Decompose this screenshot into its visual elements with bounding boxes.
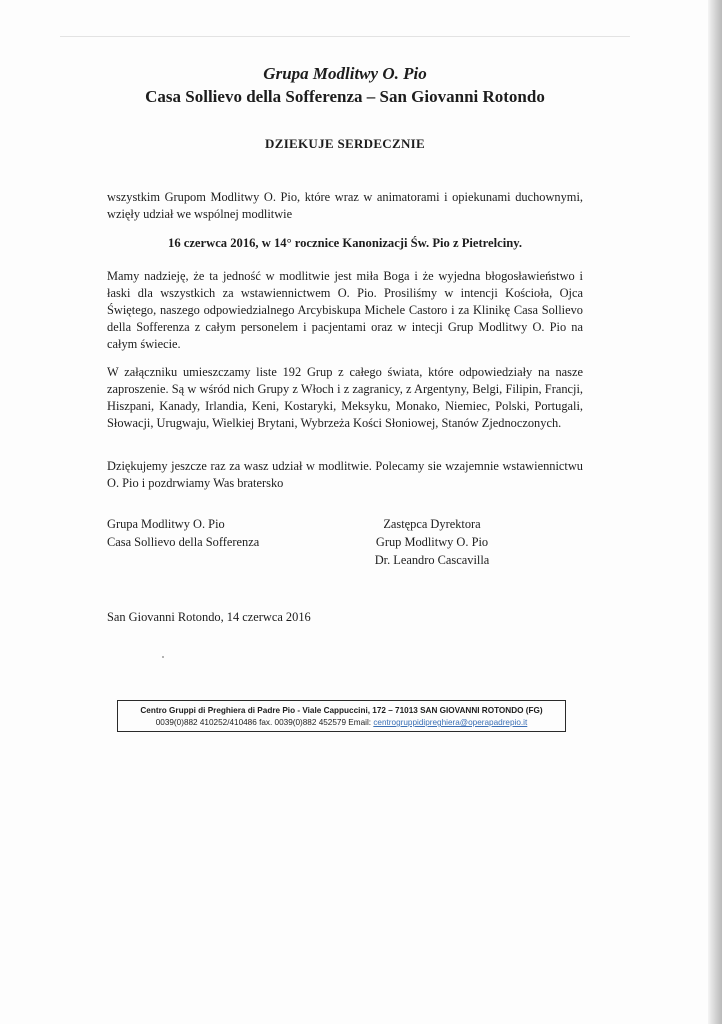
signature-right-group: Grup Modlitwy O. Pio (375, 535, 489, 549)
signature-left-line2: Casa Sollievo della Sofferenza (107, 535, 260, 549)
closing-paragraph: Dziękujemy jeszcze raz za wasz udział w modlitwie. Polecamy sie wzajemnie wstawiennictwu O. Pio i pozdrwiamy Was bratersko (107, 459, 583, 490)
scan-page-edge (708, 0, 722, 1024)
top-divider (60, 36, 630, 37)
signature-right-name: Dr. Leandro Cascavilla (374, 553, 490, 567)
footer-email-link[interactable]: centrogruppidipreghiera@operapadrepio.it (373, 718, 528, 727)
attachment-paragraph: W załączniku umieszczamy liste 192 Grup z całego świata, które odpowiedziały na nasze zaproszenie. Są w wśród nich Grupy z Włoch i z zagranicy, z Argentyny, Belgi, Filipin, Francji, Hiszpani, Kanady, Irlandia, Keni, Kostaryki, Meksyku, Monako, Niemiec, Polski, Portugali, Słowacji, Urugwaju, Wielkiej Brytani, Wybrzeża Kości Słoniowej, Stanów Zjednoczonych. (107, 365, 583, 430)
footer-phones (118, 717, 565, 729)
footer-contact-box (117, 700, 566, 732)
group-title: Grupa Modlitwy O. Pio (263, 64, 427, 83)
institution-title: Casa Sollievo della Sofferenza – San Giovanni Rotondo (145, 87, 545, 106)
signature-right (368, 515, 496, 569)
signature-right-title: Zastępca Dyrektora (383, 517, 481, 531)
place-date: San Giovanni Rotondo, 14 czerwca 2016 (107, 610, 311, 624)
thanks-heading: DZIEKUJE SERDECZNIE (265, 136, 425, 151)
signature-left (107, 515, 259, 551)
event-date-line: 16 czerwca 2016, w 14° rocznice Kanonizacji Św. Pio z Pietrelciny. (168, 236, 522, 250)
paper-speck (162, 656, 164, 658)
intro-paragraph: wszystkim Grupom Modlitwy O. Pio, które wraz w animatorami i opiekunami duchownymi, wzięły udział we wspólnej modlitwie (107, 190, 583, 221)
signature-left-line1: Grupa Modlitwy O. Pio (107, 517, 225, 531)
footer-phone-fax: 0039(0)882 410252/410486 fax. 0039(0)882 452579 Email: (155, 718, 374, 727)
hope-paragraph: Mamy nadzieję, że ta jedność w modlitwie jest miła Boga i że wyjedna błogosławieństwo i łaski dla wszystkich za wstawiennictwem O. Pio. Prosiliśmy w intencji Kościoła, Ojca Świętego, naszego odpowiedzialnego Arcybiskupa Michele Castoro i za Klinikę Casa Sollievo della Sofferenza z całym personelem i pacjentami oraz w intecji Grup Modlitwy O. Pio na całym świecie. (107, 269, 583, 351)
footer-address: Centro Gruppi di Preghiera di Padre Pio - Viale Cappuccini, 172 – 71013 SAN GIOVANNI ROTONDO (FG) (140, 706, 543, 715)
